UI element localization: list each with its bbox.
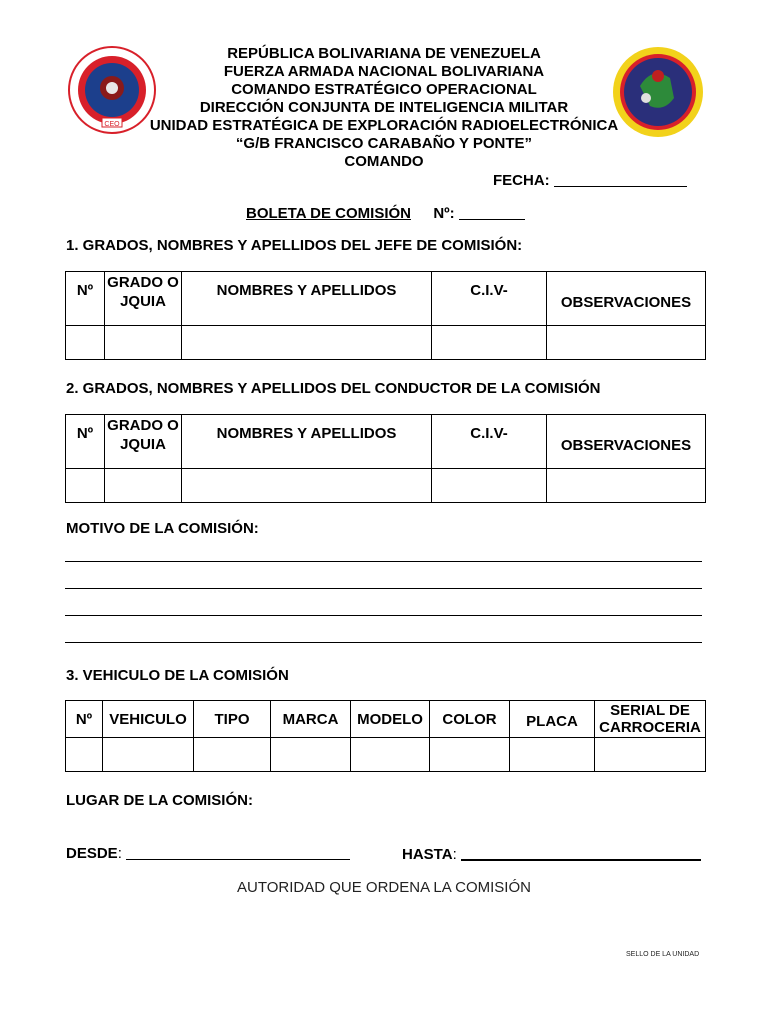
- cell-serial[interactable]: [595, 738, 706, 772]
- section2-title: 2. GRADOS, NOMBRES Y APELLIDOS DEL CONDUCTOR DE LA COMISIÓN: [66, 380, 601, 397]
- sello-label: SELLO DE LA UNIDAD: [626, 951, 700, 958]
- header-line-1: REPÚBLICA BOLIVARIANA DE VENEZUELA: [227, 45, 541, 62]
- autoridad-label: AUTORIDAD QUE ORDENA LA COMISIÓN: [237, 879, 531, 896]
- table-header-row: [66, 701, 706, 738]
- boleta-number-label: Nº:: [433, 205, 455, 222]
- cell-civ[interactable]: [432, 469, 547, 503]
- col-header-marca: MARCA: [271, 701, 351, 738]
- svg-text:CEO: CEO: [104, 121, 120, 128]
- cell-nombres[interactable]: [182, 469, 432, 503]
- col-header-observaciones: OBSERVACIONES: [547, 415, 706, 469]
- table-header-row: [66, 415, 706, 469]
- cell-placa[interactable]: [510, 738, 595, 772]
- col-header-grado: GRADO O JQUIA: [105, 415, 182, 469]
- header-line-5: UNIDAD ESTRATÉGICA DE EXPLORACIÓN RADIOELECTRÓNICA: [149, 117, 619, 134]
- header-line-4: DIRECCIÓN CONJUNTA DE INTELIGENCIA MILITAR: [199, 99, 569, 116]
- motivo-line-4[interactable]: [65, 642, 702, 643]
- col-header-serial: SERIAL DE CARROCERIA: [595, 701, 706, 738]
- jefe-comision-table: [65, 271, 706, 360]
- cell-modelo[interactable]: [351, 738, 430, 772]
- fecha-blank[interactable]: [554, 172, 687, 187]
- cell-vehiculo[interactable]: [103, 738, 194, 772]
- desde-field: [66, 845, 350, 862]
- fecha-field: [493, 172, 687, 189]
- col-header-observaciones: OBSERVACIONES: [547, 272, 706, 326]
- header-line-2: FUERZA ARMADA NACIONAL BOLIVARIANA: [223, 63, 545, 80]
- motivo-title: MOTIVO DE LA COMISIÓN:: [66, 520, 259, 537]
- hasta-colon: :: [452, 846, 457, 863]
- cell-grado[interactable]: [105, 326, 182, 360]
- col-header-numero: Nº: [66, 272, 105, 326]
- desde-colon: :: [117, 845, 122, 862]
- col-header-nombres: NOMBRES Y APELLIDOS: [182, 272, 432, 326]
- col-header-numero: Nº: [66, 701, 103, 738]
- hasta-field: [402, 845, 701, 863]
- table-row: [66, 326, 706, 360]
- cell-observaciones[interactable]: [547, 469, 706, 503]
- motivo-line-1[interactable]: [65, 561, 702, 562]
- section3-title: 3. VEHICULO DE LA COMISIÓN: [66, 667, 289, 684]
- section1-title: 1. GRADOS, NOMBRES Y APELLIDOS DEL JEFE DE COMISIÓN:: [66, 237, 523, 254]
- hasta-label: HASTA: [402, 846, 453, 863]
- boleta-number-blank[interactable]: [459, 205, 525, 220]
- col-header-numero: Nº: [66, 415, 105, 469]
- desde-label: DESDE: [66, 845, 118, 862]
- col-header-civ: C.I.V-: [432, 415, 547, 469]
- col-header-vehiculo: VEHICULO: [103, 701, 194, 738]
- motivo-line-2[interactable]: [65, 588, 702, 589]
- cell-numero[interactable]: [66, 469, 105, 503]
- col-header-grado: GRADO O JQUIA: [105, 272, 182, 326]
- col-header-color: COLOR: [430, 701, 510, 738]
- lugar-title: LUGAR DE LA COMISIÓN:: [66, 792, 253, 809]
- header-line-3: COMANDO ESTRATÉGICO OPERACIONAL: [231, 81, 537, 98]
- table-row: [66, 469, 706, 503]
- header-line-6: “G/B FRANCISCO CARABAÑO Y PONTE”: [235, 135, 533, 152]
- table-header-row: [66, 272, 706, 326]
- header-line-7: COMANDO: [344, 153, 424, 170]
- cell-grado[interactable]: [105, 469, 182, 503]
- hasta-blank[interactable]: [461, 845, 701, 861]
- boleta-title: BOLETA DE COMISIÓN: [246, 205, 411, 222]
- cell-tipo[interactable]: [194, 738, 271, 772]
- cell-nombres[interactable]: [182, 326, 432, 360]
- cell-numero[interactable]: [66, 326, 105, 360]
- motivo-line-3[interactable]: [65, 615, 702, 616]
- boleta-title-row: [246, 205, 525, 222]
- cell-observaciones[interactable]: [547, 326, 706, 360]
- conductor-comision-table: [65, 414, 706, 503]
- col-header-civ: C.I.V-: [432, 272, 547, 326]
- cell-marca[interactable]: [271, 738, 351, 772]
- desde-blank[interactable]: [126, 845, 350, 860]
- vehiculo-table: [65, 700, 706, 772]
- table-row: [66, 738, 706, 772]
- fecha-label: FECHA:: [493, 172, 550, 189]
- cell-civ[interactable]: [432, 326, 547, 360]
- col-header-placa: PLACA: [510, 701, 595, 738]
- cell-numero[interactable]: [66, 738, 103, 772]
- cell-color[interactable]: [430, 738, 510, 772]
- col-header-nombres: NOMBRES Y APELLIDOS: [182, 415, 432, 469]
- col-header-modelo: MODELO: [351, 701, 430, 738]
- col-header-tipo: TIPO: [194, 701, 271, 738]
